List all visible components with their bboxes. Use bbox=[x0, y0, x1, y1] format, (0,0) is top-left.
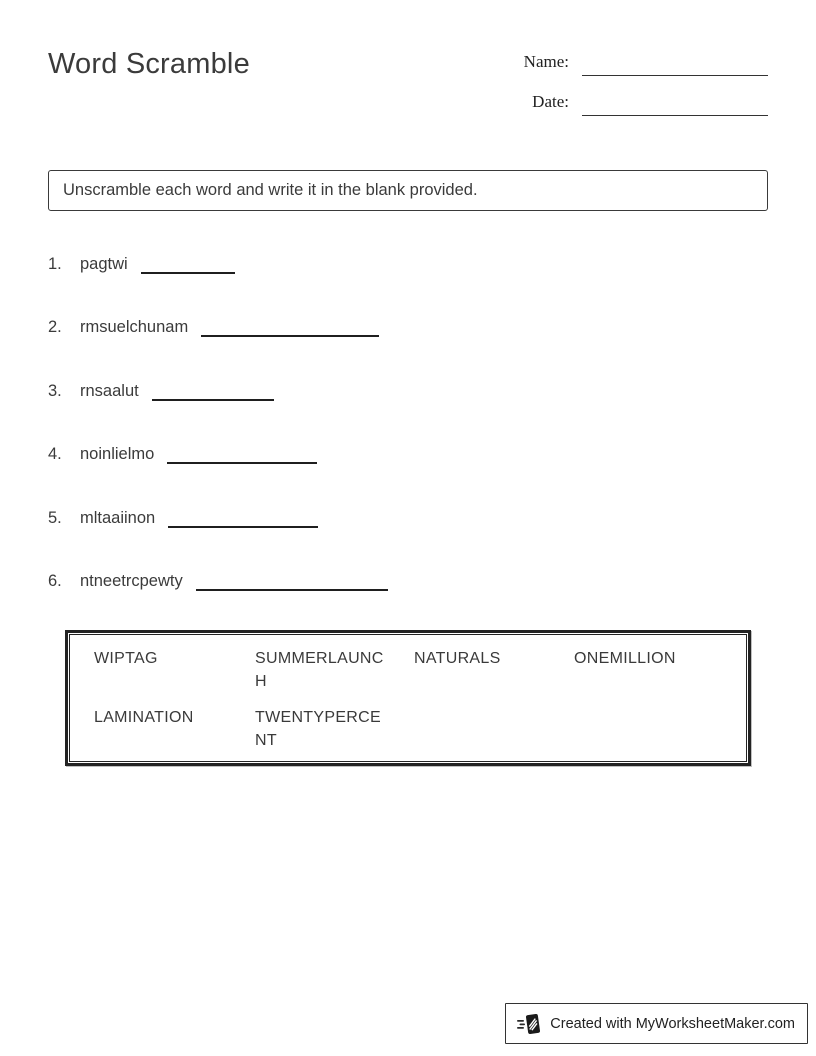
name-label: Name: bbox=[523, 52, 569, 71]
word-bank-word: ONEMILLION bbox=[574, 650, 676, 667]
word-bank bbox=[65, 630, 751, 766]
instructions-text: Unscramble each word and write it in the blank provided. bbox=[63, 181, 478, 199]
instructions-box bbox=[48, 170, 768, 211]
name-blank-line bbox=[582, 54, 768, 76]
question-row bbox=[48, 252, 768, 276]
question-number: 4. bbox=[48, 445, 62, 463]
question-list bbox=[48, 252, 768, 633]
question-row bbox=[48, 570, 768, 594]
question-row bbox=[48, 316, 768, 340]
worksheet-maker-logo-icon bbox=[516, 1011, 542, 1037]
scrambled-word: rnsaalut bbox=[80, 381, 139, 400]
answer-blank bbox=[141, 257, 235, 274]
footer-credit-text: Created with MyWorksheetMaker.com bbox=[550, 1015, 795, 1032]
answer-blank bbox=[168, 511, 318, 528]
scrambled-word: ntneetrcpewty bbox=[80, 572, 183, 590]
word-bank-word: SUMMERLAUNCH bbox=[255, 650, 384, 690]
question-row bbox=[48, 379, 768, 403]
answer-blank bbox=[167, 448, 317, 465]
question-number: 2. bbox=[48, 318, 62, 336]
question-row bbox=[48, 506, 768, 530]
answer-blank bbox=[196, 575, 388, 592]
word-bank-word: TWENTYPERCENT bbox=[255, 709, 381, 749]
scrambled-word: rmsuelchunam bbox=[80, 318, 189, 336]
name-date-block bbox=[476, 52, 768, 132]
name-row bbox=[476, 52, 768, 76]
answer-blank bbox=[201, 321, 379, 338]
scrambled-word: noinlielmo bbox=[80, 445, 155, 463]
word-bank-word: NATURALS bbox=[414, 650, 501, 667]
footer-credit-badge bbox=[505, 1003, 808, 1044]
word-bank-word: WIPTAG bbox=[94, 650, 158, 667]
question-row bbox=[48, 443, 768, 467]
answer-blank bbox=[152, 384, 274, 401]
date-row bbox=[476, 92, 768, 116]
question-number: 5. bbox=[48, 508, 62, 527]
question-number: 3. bbox=[48, 381, 62, 400]
scrambled-word: pagtwi bbox=[80, 254, 128, 273]
question-number: 6. bbox=[48, 572, 62, 590]
word-bank-inner bbox=[69, 634, 747, 762]
word-bank-word: LAMINATION bbox=[94, 709, 194, 726]
word-bank-grid bbox=[94, 647, 732, 752]
page-title: Word Scramble bbox=[48, 48, 250, 80]
date-label: Date: bbox=[532, 92, 569, 111]
scrambled-word: mltaaiinon bbox=[80, 508, 156, 527]
question-number: 1. bbox=[48, 254, 62, 273]
date-blank-line bbox=[582, 94, 768, 116]
